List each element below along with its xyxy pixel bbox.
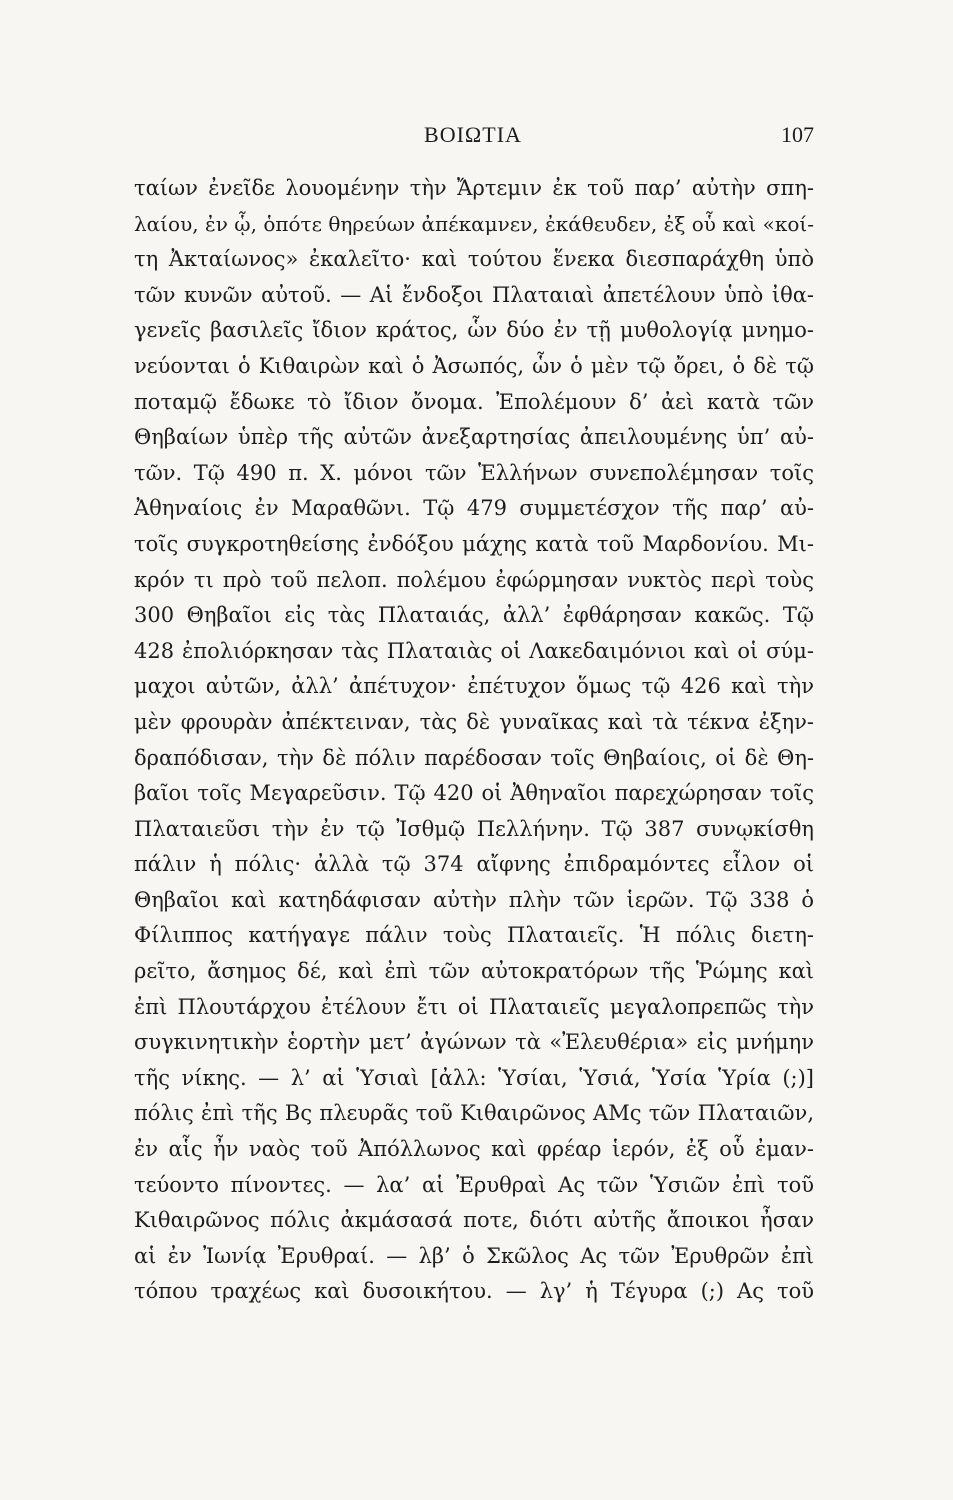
- text-line: Κιθαιρῶνος πόλις ἀκμάσασά ποτε, διότι αὐτῆς ἄποικοι ἦσαν: [134, 1208, 814, 1233]
- text-line: ἐπὶ Πλουτάρχου ἐτέλουν ἔτι οἱ Πλαταιεῖς μεγαλοπρεπῶς τὴν: [134, 994, 814, 1019]
- text-line: Πλαταιεῦσι τὴν ἐν τῷ Ἰσθμῷ Πελλήνην. Τῷ 387 συνῳκίσθη: [134, 816, 814, 841]
- text-line: δραπόδισαν, τὴν δὲ πόλιν παρέδοσαν τοῖς Θηβαίοις, οἱ δὲ Θη-: [134, 745, 814, 770]
- text-line: 428 ἐπολιόρκησαν τὰς Πλαταιὰς οἱ Λακεδαιμόνιοι καὶ οἱ σύμ-: [134, 638, 814, 663]
- text-line: μαχοι αὐτῶν, ἀλλ’ ἀπέτυχον· ἐπέτυχον ὅμως τῷ 426 καὶ τὴν: [134, 674, 814, 699]
- text-line: πόλις ἐπὶ τῆς Βς πλευρᾶς τοῦ Κιθαιρῶνος ΑΜς τῶν Πλαταιῶν,: [134, 1101, 814, 1126]
- text-line: Θηβαῖοι καὶ κατηδάφισαν αὐτὴν πλὴν τῶν ἱερῶν. Τῷ 338 ὁ: [134, 887, 814, 912]
- text-line: αἱ ἐν Ἰωνίᾳ Ἐρυθραί. — λβ’ ὁ Σκῶλος Ας τῶν Ἐρυθρῶν ἐπὶ: [134, 1243, 814, 1268]
- text-line: τῆς νίκης. — λ’ αἱ Ὑσιαὶ [ἀλλ: Ὑσίαι, Ὑσιά, Ὑσία Ὑρία (;)]: [134, 1065, 814, 1090]
- text-line: τη Ἀκταίωνος» ἐκαλεῖτο· καὶ τούτου ἕνεκα διεσπαράχθη ὑπὸ: [134, 247, 814, 272]
- text-line: Ἀθηναίοις ἐν Μαραθῶνι. Τῷ 479 συμμετέσχον τῆς παρ’ αὐ-: [134, 496, 814, 521]
- text-line: λαίου, ἐν ᾧ, ὁπότε θηρεύων ἀπέκαμνεν, ἐκάθευδεν, ἐξ οὗ καὶ «κοί-: [134, 211, 814, 236]
- text-line: τοῖς συγκροτηθείσης ἐνδόξου μάχης κατὰ τοῦ Μαρδονίου. Μι-: [134, 531, 814, 556]
- text-line: μὲν φρουρὰν ἀπέκτειναν, τὰς δὲ γυναῖκας καὶ τὰ τέκνα ἐξην-: [134, 709, 814, 734]
- text-line: ποταμῷ ἔδωκε τὸ ἴδιον ὄνομα. Ἐπολέμουν δ’ ἀεὶ κατὰ τῶν: [134, 389, 814, 414]
- text-line: [134, 1310, 814, 1346]
- text-line: Φίλιππος κατήγαγε πάλιν τοὺς Πλαταιεῖς. Ἡ πόλις διετη-: [134, 923, 814, 948]
- text-line: νεύονται ὁ Κιθαιρὼν καὶ ὁ Ἀσωπός, ὧν ὁ μὲν τῷ ὄρει, ὁ δὲ τῷ: [134, 353, 814, 378]
- text-line: γενεῖς βασιλεῖς ἴδιον κράτος, ὧν δύο ἐν τῇ μυθολογίᾳ μνημο-: [134, 318, 814, 343]
- text-line: Θηβαίων ὑπὲρ τῆς αὐτῶν ἀνεξαρτησίας ἀπειλουμένης ὑπ’ αὐ-: [134, 425, 814, 450]
- page-header-title: ΒΟΙΩΤΙΑ: [424, 122, 522, 147]
- text-line: τῶν. Τῷ 490 π. Χ. μόνοι τῶν Ἑλλήνων συνεπολέμησαν τοῖς: [134, 460, 814, 485]
- text-line: συγκινητικὴν ἑορτὴν μετ’ ἀγώνων τὰ «Ἐλευθέρια» εἰς μνήμην: [134, 1030, 814, 1055]
- running-header: [132, 122, 814, 152]
- text-line: τόπου τραχέως καὶ δυσοικήτου. — λγ’ ἡ Τέγυρα (;) Ας τοῦ: [134, 1279, 814, 1304]
- text-line: βαῖοι τοῖς Μεγαρεῦσιν. Τῷ 420 οἱ Ἀθηναῖοι παρεχώρησαν τοῖς: [134, 781, 814, 806]
- text-line: 300 Θηβαῖοι εἰς τὰς Πλαταιάς, ἀλλ’ ἐφθάρησαν κακῶς. Τῷ: [134, 603, 814, 628]
- text-line: τεύοντο πίνοντες. — λα’ αἱ Ἐρυθραὶ Ας τῶν Ὑσιῶν ἐπὶ τοῦ: [134, 1172, 814, 1197]
- page-number: 107: [781, 122, 814, 147]
- body-text: [134, 171, 814, 1346]
- text-line: ἐν αἷς ἦν ναὸς τοῦ Ἀπόλλωνος καὶ φρέαρ ἱερόν, ἐξ οὗ ἐμαν-: [134, 1137, 814, 1162]
- text-line: ταίων ἐνεῖδε λουομένην τὴν Ἄρτεμιν ἐκ τοῦ παρ’ αὐτὴν σπη-: [134, 176, 814, 200]
- text-line: ρεῖτο, ἄσημος δέ, καὶ ἐπὶ τῶν αὐτοκρατόρων τῆς Ῥώμης καὶ: [134, 959, 814, 984]
- text-line: τῶν κυνῶν αὐτοῦ. — Αἱ ἔνδοξοι Πλαταιαὶ ἀπετέλουν ὑπὸ ἰθα-: [134, 282, 814, 307]
- text-line: πάλιν ἡ πόλις· ἀλλὰ τῷ 374 αἴφνης ἐπιδραμόντες εἷλον οἱ: [134, 852, 814, 877]
- text-line: κρόν τι πρὸ τοῦ πελοπ. πολέμου ἐφώρμησαν νυκτὸς περὶ τοὺς: [134, 567, 814, 592]
